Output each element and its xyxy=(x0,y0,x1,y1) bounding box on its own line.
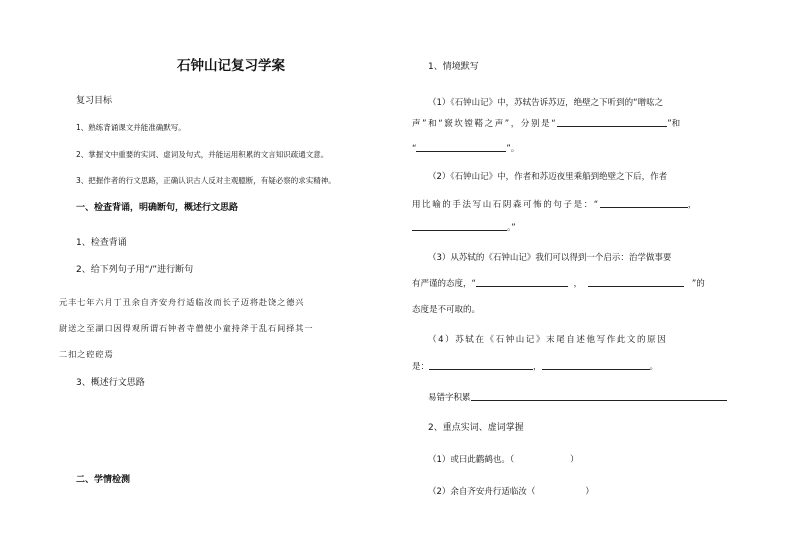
section-1-heading: 一、检查背诵，明确断句，概述行文思路 xyxy=(76,203,239,213)
vocab-1-close: ） xyxy=(570,455,579,465)
q3-text-c: ”的 xyxy=(691,279,705,289)
q3-answer-blank-1[interactable] xyxy=(476,278,568,287)
q2-text-a: 用比喻的手法写山石阴森可怖的句子是：“ xyxy=(412,200,600,210)
q1-line-2 xyxy=(412,118,680,129)
vocab-2-text: （2）余自齐安舟行适临汝（ xyxy=(428,487,536,497)
situational-dictation-heading: 1、情境默写 xyxy=(428,62,479,72)
q2-line-2 xyxy=(412,199,696,210)
passage-line-3: 二扣之硿硿焉 xyxy=(59,349,114,359)
page-title: 石钟山记复习学案 xyxy=(177,58,285,74)
q4-text-a: 是： xyxy=(412,362,430,372)
q4-answer-blank-1[interactable] xyxy=(429,361,533,370)
q3-line-3: 态度是不可取的。 xyxy=(412,305,481,315)
q3-line-1: （3）从苏轼的《石钟山记》我们可以得到一个启示：治学做事要 xyxy=(428,253,672,263)
vocab-1-text: （1）或曰此鹳鹤也。（ xyxy=(428,455,515,465)
q2-answer-blank-1[interactable] xyxy=(600,199,688,208)
q2-line-1: （2）《石钟山记》中，作者和苏迈夜里乘船到绝壁之下后，作者 xyxy=(428,172,668,182)
passage-line-1: 元丰七年六月丁丑余自齐安舟行适临汝而长子迈将赴饶之德兴 xyxy=(59,297,305,307)
q3-answer-blank-2[interactable] xyxy=(588,278,684,287)
q1-answer-blank-2[interactable] xyxy=(416,143,506,152)
q4-line-1 xyxy=(428,336,667,345)
q1-answer-blank-1[interactable] xyxy=(557,118,667,127)
q2-text-b: ， xyxy=(687,200,697,210)
goal-3: 3、把握作者的行文思路，正确认识古人反对主观臆断，有疑必察的求实精神。 xyxy=(76,176,336,185)
vocab-item-2 xyxy=(428,488,594,497)
section-2-heading: 二、学情检测 xyxy=(76,475,131,485)
vocab-2-close: ） xyxy=(585,487,594,497)
error-chars-row xyxy=(428,392,727,403)
item-punctuation: 2、给下列句子用“/”进行断句 xyxy=(76,265,194,275)
error-chars-label: 易错字积累 xyxy=(428,393,471,403)
q1-text-d: ”。 xyxy=(506,144,520,154)
passage-line-2: 尉送之至湖口因得观所谓石钟者寺僧使小童持斧于乱石间择其一 xyxy=(59,323,314,333)
q1-text-a: 声”和“窾坎镗鞳之声”，分别是“ xyxy=(412,119,558,129)
item-check-recitation: 1、检查背诵 xyxy=(76,238,127,248)
q3-text-b: ， xyxy=(573,279,583,289)
goal-2: 2、掌握文中重要的实词、虚词及句式，并能运用积累的文言知识疏通文意。 xyxy=(76,150,329,159)
key-words-heading: 2、重点实词、虚词掌握 xyxy=(428,423,524,433)
error-chars-blank[interactable] xyxy=(471,392,727,401)
q3-text-a: 有严谨的态度，“ xyxy=(412,279,476,289)
item-summary: 3、概述行文思路 xyxy=(76,378,145,388)
q4-line-2 xyxy=(412,361,658,372)
q4-text-main: （4）苏轼在《石钟山记》末尾自述他写作此文的原因 xyxy=(428,335,668,345)
q4-text-b: ， xyxy=(533,362,542,372)
q4-answer-blank-2[interactable] xyxy=(542,361,650,370)
q1-line-3 xyxy=(412,143,519,154)
q1-text-c: “ xyxy=(412,144,417,154)
goals-heading: 复习目标 xyxy=(76,96,113,106)
q2-text-c: 。” xyxy=(507,223,516,233)
q1-text-b: ”和 xyxy=(667,119,681,129)
q2-line-3 xyxy=(412,222,516,233)
goal-1: 1、熟练背诵课文并能准确默写。 xyxy=(76,123,186,132)
q2-answer-blank-2[interactable] xyxy=(412,222,507,231)
q4-text-c: 。 xyxy=(649,362,659,372)
q3-line-2 xyxy=(412,278,705,289)
vocab-item-1 xyxy=(428,456,579,465)
q1-line-1: （1）《石钟山记》中，苏轼告诉苏迈，绝壁之下听到的“噌吰之 xyxy=(428,98,664,108)
